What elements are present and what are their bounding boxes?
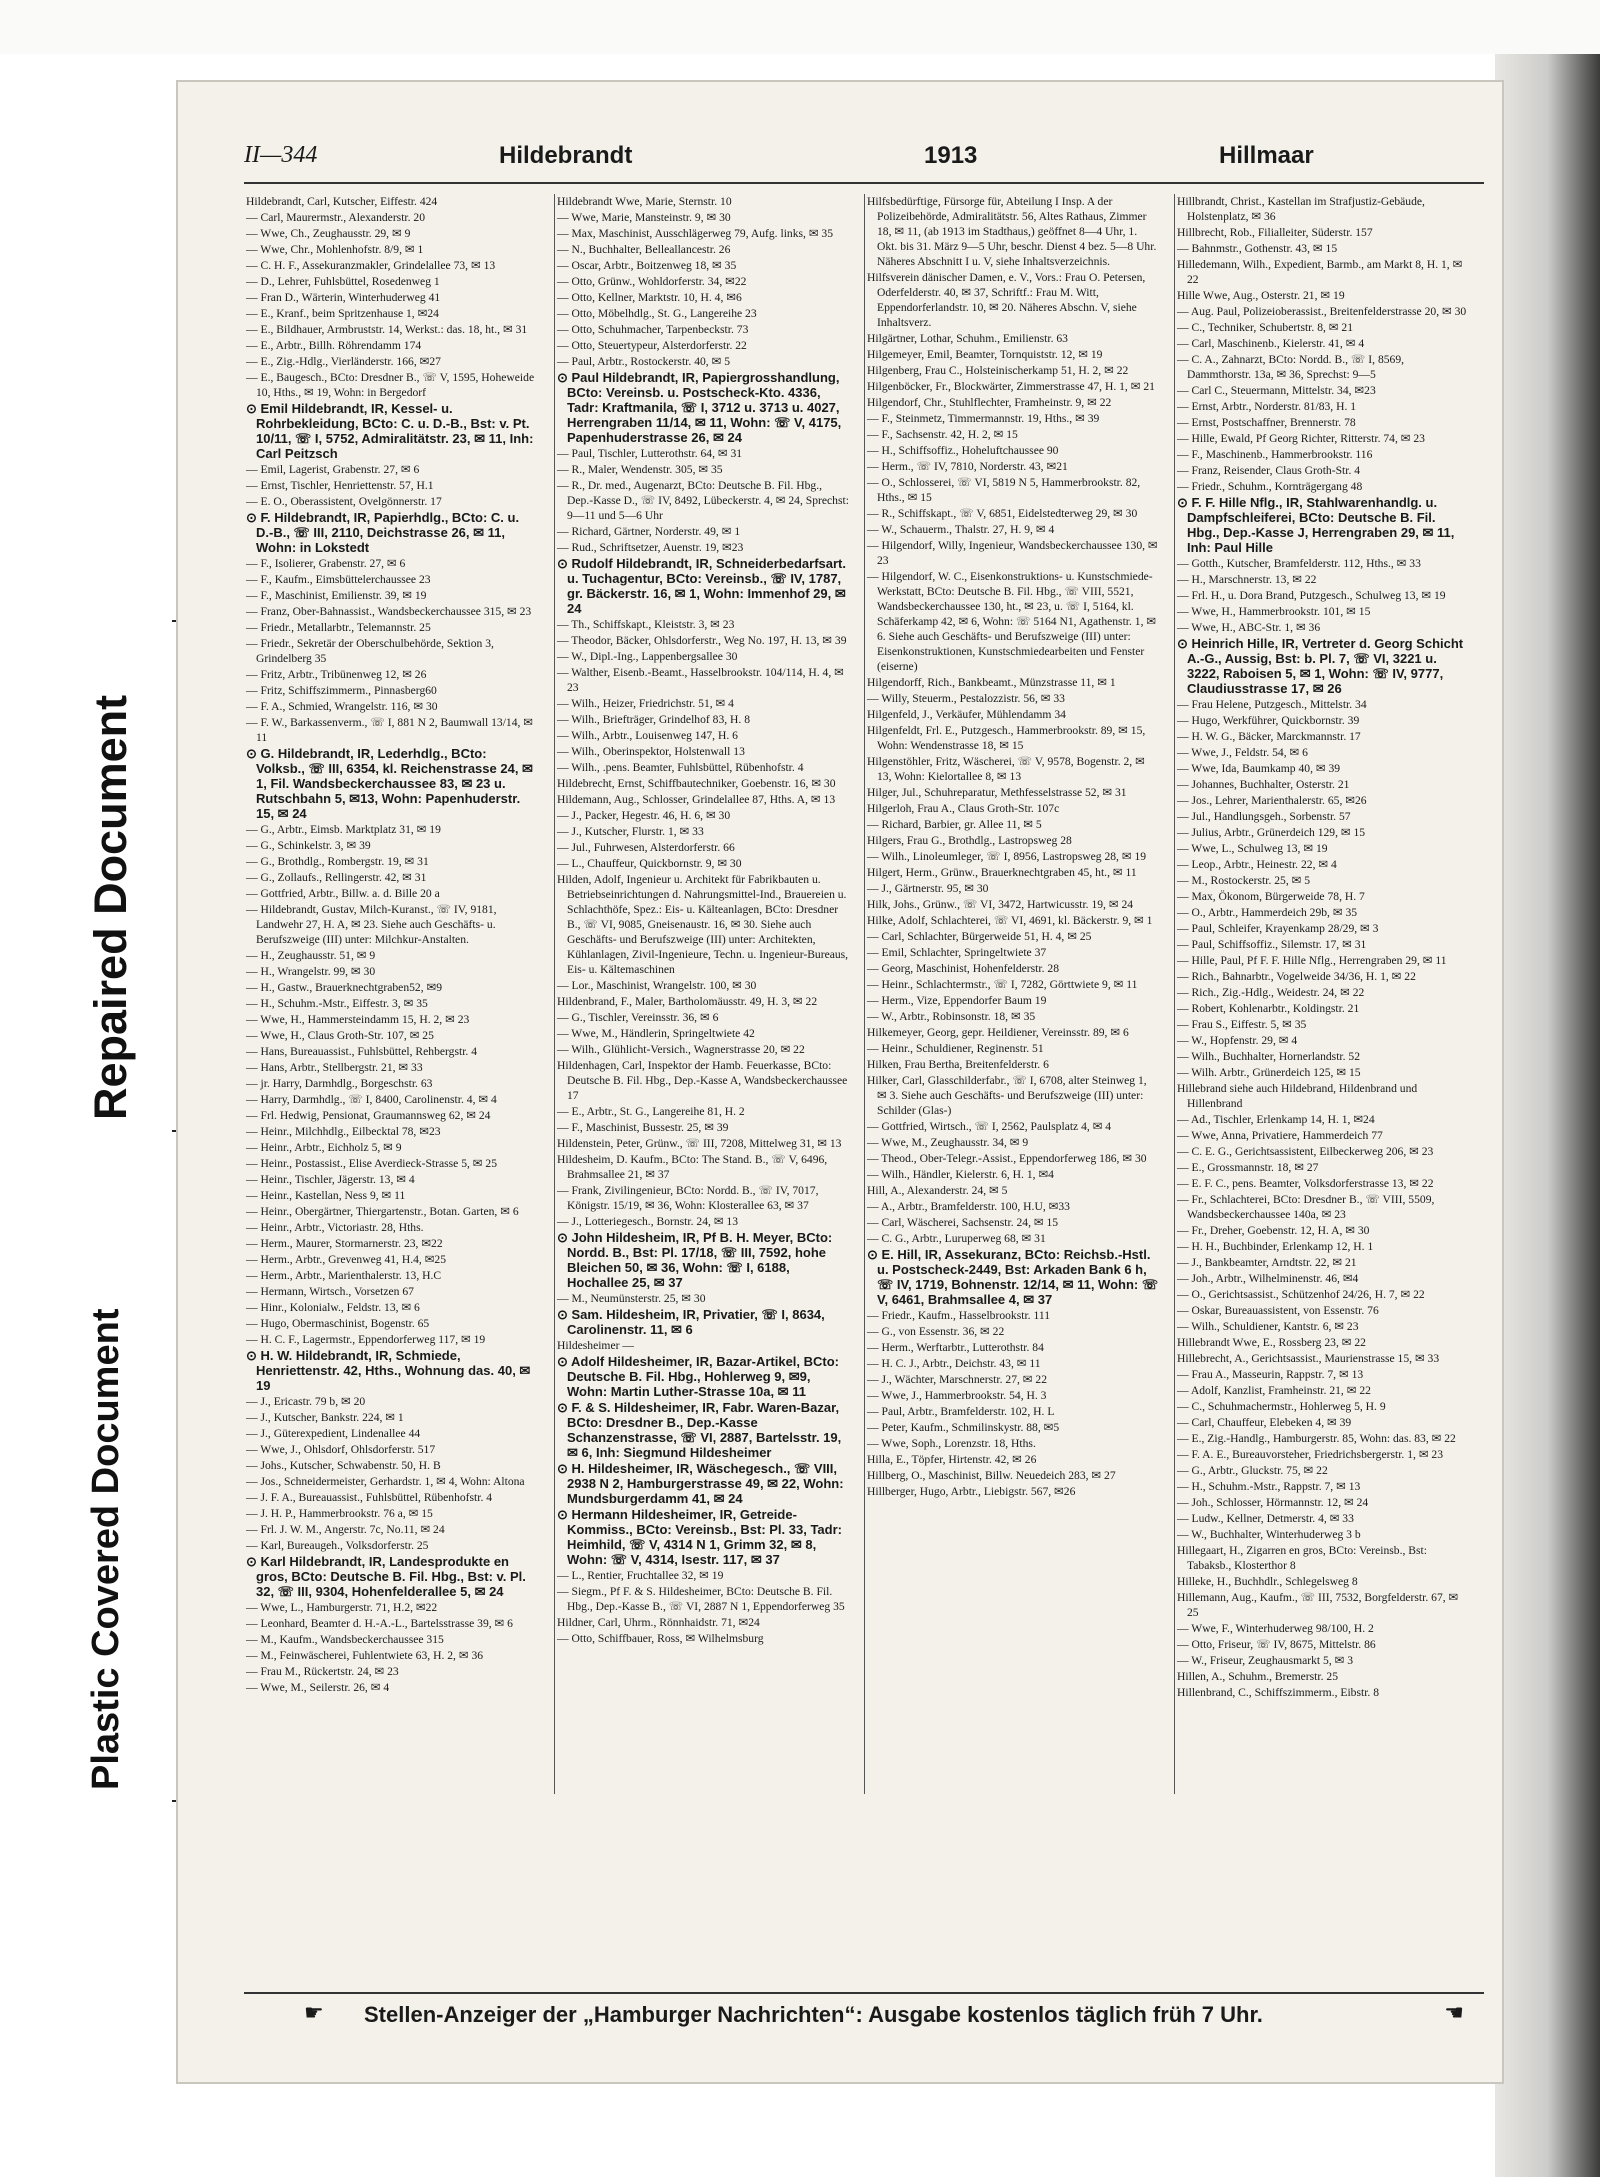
- directory-entry: — C. H. F., Assekuranzmakler, Grindelallee 73, ✉ 13: [246, 259, 496, 272]
- directory-entry: Hilken, Frau Bertha, Breitenfelderstr. 6: [867, 1058, 1049, 1071]
- directory-entry: — Hille, Ewald, Pf Georg Richter, Ritterstr. 74, ✉ 23: [1177, 432, 1425, 445]
- directory-entry: Hillberger, Hugo, Arbtr., Liebigstr. 567, ✉26: [867, 1485, 1076, 1498]
- directory-entry: ⊙ Emil Hildebrandt, IR, Kessel- u. Rohrbekleidung, BCto: C. u. D.-B., Bst: v. Pt. 10/11, ☏ I, 5752, Admiralitätstr. 23, ✉ 11, Inh: Carl Peitzsch: [246, 401, 534, 461]
- directory-entry: — C., Schuhmachermstr., Hohlerweg 5, H. 9: [1177, 1400, 1386, 1413]
- directory-entry: — Joh., Arbtr., Wilhelminenstr. 46, ✉4: [1177, 1272, 1359, 1285]
- directory-entry: Hilfsverein dänischer Damen, e. V., Vors.: Frau O. Petersen, Oderfelderstr. 40, ✉ 37, Schriftf.: Frau M. Witt, Eppendorferlandstr. 10, ✉ 20. Näheres Abschn. V, siehe Inhaltsverz.: [867, 271, 1146, 329]
- directory-entry: — F., Isolierer, Grabenstr. 27, ✉ 6: [246, 557, 406, 570]
- directory-entry: — Wwe, Anna, Privatiere, Hammerdeich 77: [1177, 1129, 1383, 1142]
- directory-entry: — Heinr., Postassist., Elise Averdieck-Strasse 5, ✉ 25: [246, 1157, 498, 1170]
- directory-entry: — Frl. Hedwig, Pensionat, Graumannsweg 62, ✉ 24: [246, 1109, 491, 1122]
- directory-entry: — E., Baugesch., BCto: Dresdner B., ☏ V, 1595, Hoheweide 10, Hths., ✉ 19, Wohn: in Bergedorf: [246, 371, 535, 399]
- directory-entry: — N., Buchhalter, Belleallancestr. 26: [557, 243, 731, 256]
- directory-entry: — jr. Harry, Darmhdlg., Borgeschstr. 63: [246, 1077, 433, 1090]
- directory-entry: — Wilh., Schuldiener, Kantstr. 6, ✉ 23: [1177, 1320, 1359, 1333]
- scan-margin-top: [0, 0, 1600, 54]
- directory-entry: — Wilh., Briefträger, Grindelhof 83, H. 8: [557, 713, 751, 726]
- directory-entry: — R., Dr. med., Augenarzt, BCto: Deutsche B. Fil. Hbg., Dep.-Kasse D., ☏ IV, 8492, Lübeckerstr. 4, ✉ 24, Sprechst: 9—11 und 5—6 Uhr: [557, 479, 849, 522]
- directory-entry: — Robert, Kohlenarbtr., Koldingstr. 21: [1177, 1002, 1360, 1015]
- directory-entry: — L., Rentier, Fruchtallee 32, ✉ 19: [557, 1569, 724, 1582]
- directory-entry: — Wwe, H., ABC-Str. 1, ✉ 36: [1177, 621, 1321, 634]
- directory-entry: — Gottfried, Arbtr., Billw. a. d. Bille 20 a: [246, 887, 440, 900]
- directory-entry: — Hilgendorf, Willy, Ingenieur, Wandsbeckerchaussee 130, ✉ 23: [867, 539, 1158, 567]
- directory-entry: Hille Wwe, Aug., Osterstr. 21, ✉ 19: [1177, 289, 1345, 302]
- directory-entry: — Heinr., Tischler, Jägerstr. 13, ✉ 4: [246, 1173, 415, 1186]
- directory-entry: — Herm., Arbtr., Grevenweg 41, H.4, ✉25: [246, 1253, 447, 1266]
- directory-entry: — Johannes, Buchhalter, Osterstr. 21: [1177, 778, 1350, 791]
- directory-entry: — Ad., Tischler, Erlenkamp 14, H. 1, ✉24: [1177, 1113, 1375, 1126]
- directory-entry: — F. A., Schmied, Wrangelstr. 116, ✉ 30: [246, 700, 438, 713]
- directory-entry: — Carl C., Steuermann, Mittelstr. 34, ✉23: [1177, 384, 1376, 397]
- directory-entry: — Jos., Lehrer, Marienthalerstr. 65, ✉26: [1177, 794, 1367, 807]
- directory-entry: — J., Bankbeamter, Arndtstr. 22, ✉ 21: [1177, 1256, 1357, 1269]
- directory-entry: Hilla, E., Töpfer, Hirtenstr. 42, ✉ 26: [867, 1453, 1037, 1466]
- directory-entry: — Wwe, M., Zeughausstr. 34, ✉ 9: [867, 1136, 1029, 1149]
- directory-entry: — Carl, Wäscherei, Sachsenstr. 24, ✉ 15: [867, 1216, 1059, 1229]
- directory-entry: — Otto, Grünw., Wohldorferstr. 34, ✉22: [557, 275, 747, 288]
- directory-entry: — E., Arbtr., Billh. Röhrendamm 174: [246, 339, 422, 352]
- directory-entry: Hillemann, Aug., Kaufm., ☏ III, 7532, Borgfelderstr. 67, ✉ 25: [1177, 1591, 1459, 1619]
- directory-entry: — Th., Schiffskapt., Kleiststr. 3, ✉ 23: [557, 618, 735, 631]
- directory-entry: — Wwe, H., Hammersteindamm 15, H. 2, ✉ 23: [246, 1013, 470, 1026]
- directory-columns: [244, 194, 1484, 1794]
- directory-entry: — Franz, Reisender, Claus Groth-Str. 4: [1177, 464, 1361, 477]
- directory-entry: — Wwe, H., Hammerbrookstr. 101, ✉ 15: [1177, 605, 1371, 618]
- directory-entry: — Wwe, L., Hamburgerstr. 71, H.2, ✉22: [246, 1601, 438, 1614]
- directory-entry: — Gotth., Kutscher, Bramfelderstr. 112, Hths., ✉ 33: [1177, 557, 1421, 570]
- directory-entry: — H., Zeughausstr. 51, ✉ 9: [246, 949, 376, 962]
- directory-entry: — Hille, Paul, Pf F. F. Hille Nflg., Herrengraben 29, ✉ 11: [1177, 954, 1447, 967]
- directory-entry: — Bahnmstr., Gothenstr. 43, ✉ 15: [1177, 242, 1338, 255]
- directory-entry: — Wwe, J., Hammerbrookstr. 54, H. 3: [867, 1389, 1047, 1402]
- directory-entry: — F., Sachsenstr. 42, H. 2, ✉ 15: [867, 428, 1018, 441]
- directory-entry: — G., Arbtr., Gluckstr. 75, ✉ 22: [1177, 1464, 1328, 1477]
- directory-entry: — Herm., Maurer, Stormarnerstr. 23, ✉22: [246, 1237, 443, 1250]
- directory-column-1: [244, 194, 538, 1794]
- directory-entry: Hilgenstöhler, Fritz, Wäscherei, ☏ V, 9578, Bogenstr. 2, ✉ 13, Wohn: Kielortallee 8, ✉ 13: [867, 755, 1145, 783]
- directory-entry: — Wwe, H., Claus Groth-Str. 107, ✉ 25: [246, 1029, 434, 1042]
- directory-entry: — J., Kutscher, Flurstr. 1, ✉ 33: [557, 825, 704, 838]
- directory-entry: — H., Schiffsoffiz., Hoheluftchaussee 90: [867, 444, 1059, 457]
- directory-entry: — Leonhard, Beamter d. H.-A.-L., Bartelsstrasse 39, ✉ 6: [246, 1617, 513, 1630]
- directory-entry: — G., Zollaufs., Rellingerstr. 42, ✉ 31: [246, 871, 427, 884]
- directory-entry: — Herm., Vize, Eppendorfer Baum 19: [867, 994, 1047, 1007]
- directory-entry: Hillebrecht, A., Gerichtsassist., Maurienstrasse 15, ✉ 33: [1177, 1352, 1440, 1365]
- directory-entry: — Otto, Möbelhdlg., St. G., Langereihe 23: [557, 307, 757, 320]
- directory-entry: — W., Buchhalter, Winterhuderweg 3 b: [1177, 1528, 1361, 1541]
- directory-entry: — Friedr., Metallarbtr., Telemannstr. 25: [246, 621, 431, 634]
- directory-entry: ⊙ Hermann Hildesheimer, IR, Getreide-Kommiss., BCto: Vereinsb., Bst: Pl. 33, Tadr: Heimhild, ☏ V, 4314 N 1, Grimm 32, ✉ 8, Wohn: ☏ V, 4314, Isestr. 117, ✉ 37: [557, 1507, 842, 1567]
- directory-entry: ⊙ F. Hildebrandt, IR, Papierhdlg., BCto: C. u. D.-B., ☏ III, 2110, Deichstrasse 26, ✉ 11, Wohn: in Lokstedt: [246, 510, 520, 555]
- directory-entry: — H., Schuhm.-Mstr., Eiffestr. 3, ✉ 35: [246, 997, 428, 1010]
- directory-entry: Hildenstein, Peter, Grünw., ☏ III, 7208, Mittelweg 31, ✉ 13: [557, 1137, 842, 1150]
- directory-entry: — Johs., Kutscher, Schwabenstr. 50, H. B: [246, 1459, 441, 1472]
- directory-entry: ⊙ Rudolf Hildebrandt, IR, Schneiderbedarfsart. u. Tuchagentur, BCto: Vereinsb., ☏ IV, 1787, gr. Bäckerstr. 16, ✉ 1, Wohn: Immenhof 29, ✉ 24: [557, 556, 846, 616]
- directory-entry: — Heinr., Arbtr., Eichholz 5, ✉ 9: [246, 1141, 402, 1154]
- directory-entry: — Rich., Bahnarbtr., Vogelweide 34/36, H. 1, ✉ 22: [1177, 970, 1416, 983]
- directory-entry: Hilke, Adolf, Schlachterei, ☏ VI, 4691, kl. Bäckerstr. 9, ✉ 1: [867, 914, 1153, 927]
- directory-entry: — Heinr., Kastellan, Ness 9, ✉ 11: [246, 1189, 406, 1202]
- directory-entry: — J., Kutscher, Bankstr. 224, ✉ 1: [246, 1411, 404, 1424]
- directory-entry: — G., Tischler, Vereinsstr. 36, ✉ 6: [557, 1011, 719, 1024]
- directory-entry: — Heinr., Schlachtermstr., ☏ I, 7282, Görttwiete 9, ✉ 11: [867, 978, 1138, 991]
- directory-entry: — Carl, Maurermstr., Alexanderstr. 20: [246, 211, 426, 224]
- directory-entry: Hilledemann, Wilh., Expedient, Barmb., am Markt 8, H. 1, ✉ 22: [1177, 258, 1463, 286]
- directory-entry: — H. C. J., Arbtr., Deichstr. 43, ✉ 11: [867, 1357, 1041, 1370]
- directory-entry: — Fran D., Wärterin, Winterhuderweg 41: [246, 291, 441, 304]
- directory-entry: — Fr., Schlachterei, BCto: Dresdner B., ☏ VIII, 5509, Wandsbeckerchaussee 140a, ✉ 23: [1177, 1193, 1435, 1221]
- footer-advertisement: Stellen-Anzeiger der „Hamburger Nachrichten“: Ausgabe kostenlos täglich früh 7 Uhr.: [364, 2002, 1263, 2027]
- page-header: [244, 142, 1484, 184]
- page-footer: [244, 1992, 1484, 2034]
- directory-entry: — Gottfried, Wirtsch., ☏ I, 2562, Paulsplatz 4, ✉ 4: [867, 1120, 1112, 1133]
- directory-entry: — C. E. G., Gerichtsassistent, Eilbeckerweg 206, ✉ 23: [1177, 1145, 1434, 1158]
- directory-entry: Hillebrand siehe auch Hildebrand, Hildenbrand und Hillenbrand: [1177, 1082, 1418, 1110]
- directory-entry: — Wwe, M., Seilerstr. 26, ✉ 4: [246, 1681, 390, 1694]
- directory-entry: ⊙ G. Hildebrandt, IR, Lederhdlg., BCto: Volksb., ☏ III, 6354, kl. Reichenstrasse 24, ✉ 1, Fil. Wandsbeckerchaussee 83, ✉ 23 u. Rutschbahn 5, ✉13, Wohn: Papenhuderstr. 15, ✉ 24: [246, 746, 533, 821]
- directory-entry: Hilgenböcker, Fr., Blockwärter, Zimmerstrasse 47, H. 1, ✉ 21: [867, 380, 1155, 393]
- directory-entry: Hillenbrand, C., Schiffszimmerm., Eibstr. 8: [1177, 1686, 1380, 1699]
- directory-entry: — Paul, Arbtr., Bramfelderstr. 102, H. L: [867, 1405, 1055, 1418]
- directory-entry: — Wwe, M., Händlerin, Springeltwiete 42: [557, 1027, 755, 1040]
- directory-entry: — Frl. J. W. M., Angerstr. 7c, No.11, ✉ 24: [246, 1523, 445, 1536]
- directory-entry: — Paul, Schleifer, Krayenkamp 28/29, ✉ 3: [1177, 922, 1379, 935]
- directory-entry: — Wilh., Glühlicht-Versich., Wagnerstrasse 20, ✉ 22: [557, 1043, 805, 1056]
- directory-entry: — J., Lotteriegesch., Bornstr. 24, ✉ 13: [557, 1215, 739, 1228]
- directory-entry: — Ernst, Arbtr., Norderstr. 81/83, H. 1: [1177, 400, 1357, 413]
- directory-entry: — H. C. F., Lagermstr., Eppendorferweg 117, ✉ 19: [246, 1333, 486, 1346]
- directory-entry: — Wilh., Oberinspektor, Holstenwall 13: [557, 745, 745, 758]
- directory-entry: — J., Wächter, Marschnerstr. 27, ✉ 22: [867, 1373, 1048, 1386]
- directory-entry: — F., Steinmetz, Timmermannstr. 19, Hths., ✉ 39: [867, 412, 1100, 425]
- directory-entry: — H. H., Buchbinder, Erlenkamp 12, H. 1: [1177, 1240, 1374, 1253]
- pointing-hand-icon: ☛: [304, 2000, 324, 2025]
- directory-entry: Hillberg, O., Maschinist, Billw. Neuedeich 283, ✉ 27: [867, 1469, 1116, 1482]
- repaired-document-label: Repaired Document: [85, 694, 136, 1120]
- directory-entry: — Leop., Arbtr., Heinestr. 22, ✉ 4: [1177, 858, 1337, 871]
- page-number: II—344: [244, 142, 318, 168]
- directory-entry: — H., Schuhm.-Mstr., Rappstr. 7, ✉ 13: [1177, 1480, 1361, 1493]
- directory-entry: — Oskar, Bureauassistent, von Essenstr. 76: [1177, 1304, 1379, 1317]
- directory-entry: Hilgenfeldt, Frl. E., Putzgesch., Hammerbrookstr. 89, ✉ 15, Wohn: Wendenstrasse 18, ✉ 15: [867, 724, 1146, 752]
- directory-entry: — F., Maschinenb., Hammerbrookstr. 116: [1177, 448, 1373, 461]
- directory-entry: — M., Feinwäscherei, Fuhlentwiete 63, H. 2, ✉ 36: [246, 1649, 484, 1662]
- directory-entry: — Otto, Schiffbauer, Ross, ✉ Wilhelmsburg: [557, 1632, 764, 1645]
- directory-entry: Hilgenberg, Frau C., Holsteinischerkamp 51, H. 2, ✉ 22: [867, 364, 1129, 377]
- directory-entry: — Frl. H., u. Dora Brand, Putzgesch., Schulweg 13, ✉ 19: [1177, 589, 1446, 602]
- directory-entry: — J. F. A., Bureauassist., Fuhlsbüttel, Rübenhofstr. 4: [246, 1491, 493, 1504]
- directory-entry: — Otto, Steuertypeur, Alsterdorferstr. 22: [557, 339, 747, 352]
- directory-entry: — Herm., Werftarbtr., Lutterothstr. 84: [867, 1341, 1044, 1354]
- directory-entry: — C. G., Arbtr., Luruperweg 68, ✉ 31: [867, 1232, 1046, 1245]
- directory-entry: — W., Schauerm., Thalstr. 27, H. 9, ✉ 4: [867, 523, 1055, 536]
- directory-entry: — Emil, Schlachter, Springeltwiete 37: [867, 946, 1047, 959]
- directory-entry: — Emil, Lagerist, Grabenstr. 27, ✉ 6: [246, 463, 420, 476]
- directory-entry: — Theodor, Bäcker, Ohlsdorferstr., Weg No. 197, H. 13, ✉ 39: [557, 634, 847, 647]
- directory-entry: — Lor., Maschinist, Wrangelstr. 100, ✉ 30: [557, 979, 757, 992]
- directory-entry: — Wwe, J., Ohlsdorf, Ohlsdorferstr. 517: [246, 1443, 436, 1456]
- directory-entry: — Frau A., Masseurin, Rappstr. 7, ✉ 13: [1177, 1368, 1364, 1381]
- directory-entry: Hilgendorf, Chr., Stuhlflechter, Framheinstr. 9, ✉ 22: [867, 396, 1112, 409]
- directory-entry: Hilgenfeld, J., Verkäufer, Mühlendamm 34: [867, 708, 1066, 721]
- directory-entry: Hildebrecht, Ernst, Schiffbautechniker, Goebenstr. 16, ✉ 30: [557, 777, 836, 790]
- directory-entry: — Jul., Fuhrwesen, Alsterdorferstr. 66: [557, 841, 735, 854]
- directory-entry: Hilgert, Herm., Grünw., Brauerknechtgraben 45, ht., ✉ 11: [867, 866, 1137, 879]
- header-left-keyword: Hildebrandt: [499, 142, 633, 169]
- directory-entry: — Hans, Arbtr., Stellbergstr. 21, ✉ 33: [246, 1061, 423, 1074]
- directory-entry: — Wwe, F., Winterhuderweg 98/100, H. 2: [1177, 1622, 1374, 1635]
- directory-entry: — R., Maler, Wendenstr. 305, ✉ 35: [557, 463, 723, 476]
- directory-entry: — Friedr., Sekretär der Oberschulbehörde, Sektion 3, Grindelberg 35: [246, 637, 494, 665]
- directory-entry: ⊙ E. Hill, IR, Assekuranz, BCto: Reichsb.-Hstl. u. Postscheck-2449, Bst: Arkaden Bank 6 h, ☏ IV, 1719, Bohnenstr. 12/14, ✉ 11, Wohn: ☏ V, 6461, Brahmsallee 4, ✉ 37: [867, 1247, 1159, 1307]
- directory-entry: — G., Brothdlg., Rombergstr. 19, ✉ 31: [246, 855, 429, 868]
- directory-entry: Hillbrecht, Rob., Filialleiter, Süderstr. 157: [1177, 226, 1373, 239]
- directory-entry: — Willy, Steuerm., Pestalozzistr. 56, ✉ 33: [867, 692, 1065, 705]
- directory-entry: — Georg, Maschinist, Hohenfelderstr. 28: [867, 962, 1060, 975]
- directory-entry: — Otto, Friseur, ☏ IV, 8675, Mittelstr. 86: [1177, 1638, 1376, 1651]
- directory-entry: ⊙ F. F. Hille Nflg., IR, Stahlwarenhandlg. u. Dampfschleiferei, BCto: Deutsche B. Fil. Hbg., Dep.-Kasse J, Herrengraben 29, ✉ 11, Inh: Paul Hille: [1177, 495, 1455, 555]
- directory-entry: ⊙ Sam. Hildesheim, IR, Privatier, ☏ I, 8634, Carolinenstr. 11, ✉ 6: [557, 1307, 825, 1337]
- directory-column-3: [864, 194, 1159, 1794]
- directory-entry: — Heinr., Obergärtner, Thiergartenstr., Botan. Garten, ✉ 6: [246, 1205, 519, 1218]
- directory-entry: — Frau Helene, Putzgesch., Mittelstr. 34: [1177, 698, 1367, 711]
- directory-entry: ⊙ Heinrich Hille, IR, Vertreter d. Georg Schicht A.-G., Aussig, Bst: b. Pl. 7, ☏ VI, 3221 u. 3222, Raboisen 5, ✉ 1, Wohn: ☏ IV, 9777, Claudiusstrasse 17, ✉ 26: [1177, 636, 1464, 696]
- directory-entry: — Wilh., Linoleumleger, ☏ I, 8956, Lastropsweg 28, ✉ 19: [867, 850, 1147, 863]
- directory-entry: — Hermann, Wirtsch., Vorsetzen 67: [246, 1285, 414, 1298]
- document-page: [176, 80, 1504, 2084]
- directory-entry: — E. F. C., pens. Beamter, Volksdorferstrasse 13, ✉ 22: [1177, 1177, 1434, 1190]
- directory-entry: — Harry, Darmhdlg., ☏ I, 8400, Carolinenstr. 4, ✉ 4: [246, 1093, 497, 1106]
- plastic-covered-document-label: Plastic Covered Document: [85, 1308, 127, 1790]
- directory-entry: — Julius, Arbtr., Grünerdeich 129, ✉ 15: [1177, 826, 1366, 839]
- directory-entry: — Fritz, Arbtr., Tribünenweg 12, ✉ 26: [246, 668, 427, 681]
- directory-entry: — Otto, Kellner, Marktstr. 10, H. 4, ✉6: [557, 291, 742, 304]
- directory-entry: — H., Marschnerstr. 13, ✉ 22: [1177, 573, 1317, 586]
- directory-entry: — E., Arbtr., St. G., Langereihe 81, H. 2: [557, 1105, 745, 1118]
- directory-entry: — Wilh., Heizer, Friedrichstr. 51, ✉ 4: [557, 697, 734, 710]
- directory-entry: — F., Kaufm., Eimsbüttelerchaussee 23: [246, 573, 431, 586]
- directory-entry: — Frau M., Rückertstr. 24, ✉ 23: [246, 1665, 399, 1678]
- directory-entry: ⊙ F. & S. Hildesheimer, IR, Fabr. Waren-Bazar, BCto: Dresdner B., Dep.-Kasse Schanzenstrasse, ☏ VI, 2887, Bartelsstr. 19, ✉ 6, Inh: Siegmund Hildesheimer: [557, 1400, 842, 1460]
- directory-entry: — Hugo, Werkführer, Quickbornstr. 39: [1177, 714, 1360, 727]
- directory-entry: Hilgers, Frau G., Brothdlg., Lastropsweg 28: [867, 834, 1072, 847]
- directory-entry: — Jos., Schneidermeister, Gerhardstr. 1, ✉ 4, Wohn: Altona: [246, 1475, 525, 1488]
- directory-entry: — Max, Ökonom, Bürgerweide 78, H. 7: [1177, 890, 1365, 903]
- directory-entry: ⊙ H. W. Hildebrandt, IR, Schmiede, Henriettenstr. 42, Hths., Wohnung das. 40, ✉ 19: [246, 1348, 531, 1393]
- directory-entry: — Hilgendorf, W. C., Eisenkonstruktions- u. Kunstschmiede-Werkstatt, BCto: Deutsche B. Fil. Hbg., ☏ VIII, 5521, Wandsbeckerchaussee 130, ht., ✉ 23, u. ☏ I, 5164, kl. Schäferkamp 42, ✉ 6, Wohn: ☏ 5164 N1, Agathenstr. 1, ✉ 6. Siehe auch Geschäfts- und Berufszweige (III) unter: Eisenkonstruktionen, Kunstschmiedearbeiten und Fenster (eiserne): [867, 570, 1157, 673]
- directory-entry: — F. W., Barkassenverm., ☏ I, 881 N 2, Baumwall 13/14, ✉ 11: [246, 716, 534, 744]
- directory-entry: — Hugo, Obermaschinist, Bogenstr. 65: [246, 1317, 430, 1330]
- directory-entry: ⊙ H. Hildesheimer, IR, Wäschegesch., ☏ VIII, 2938 N 2, Hamburgerstrasse 49, ✉ 22, Wohn: Mundsburgerdamm 41, ✉ 24: [557, 1461, 844, 1506]
- directory-entry: — Carl, Schlachter, Bürgerweide 51, H. 4, ✉ 25: [867, 930, 1092, 943]
- directory-entry: — Herm., Arbtr., Marienthalerstr. 13, H.C: [246, 1269, 442, 1282]
- directory-entry: — Wilh., Arbtr., Louisenweg 147, H. 6: [557, 729, 738, 742]
- directory-entry: — Wilh., Händler, Kielerstr. 6, H. 1, ✉4: [867, 1168, 1054, 1181]
- directory-entry: — Rud., Schriftsetzer, Auenstr. 19, ✉23: [557, 541, 744, 554]
- directory-entry: — J. H. P., Hammerbrookstr. 76 a, ✉ 15: [246, 1507, 433, 1520]
- directory-entry: — Adolf, Kanzlist, Framheinstr. 21, ✉ 22: [1177, 1384, 1371, 1397]
- header-right-keyword: Hillmaar: [1219, 142, 1314, 169]
- directory-entry: — Joh., Schlosser, Hörmannstr. 12, ✉ 24: [1177, 1496, 1369, 1509]
- directory-entry: — Otto, Schuhmacher, Tarpenbeckstr. 73: [557, 323, 749, 336]
- directory-entry: — Carl, Chauffeur, Elebeken 4, ✉ 39: [1177, 1416, 1352, 1429]
- directory-entry: — F., Maschinist, Bussestr. 25, ✉ 39: [557, 1121, 729, 1134]
- directory-entry: — Siegm., Pf F. & S. Hildesheimer, BCto: Deutsche B. Fil. Hbg., Dep.-Kasse B., ☏ VI, 2887 N 1, Eppendorferweg 35: [557, 1585, 845, 1613]
- directory-entry: — Oscar, Arbtr., Boitzenweg 18, ✉ 35: [557, 259, 737, 272]
- directory-entry: — E., Zig.-Handlg., Hamburgerstr. 85, Wohn: das. 83, ✉ 22: [1177, 1432, 1456, 1445]
- directory-entry: — Theod., Ober-Telegr.-Assist., Eppendorferweg 186, ✉ 30: [867, 1152, 1147, 1165]
- directory-entry: Hildebrandt Wwe, Marie, Sternstr. 10: [557, 195, 732, 208]
- directory-entry: — Wwe, Marie, Mansteinstr. 9, ✉ 30: [557, 211, 731, 224]
- directory-entry: — O., Gerichtsassist., Schützenhof 24/26, H. 7, ✉ 22: [1177, 1288, 1425, 1301]
- directory-entry: Hilgärtner, Lothar, Schuhm., Emilienstr. 63: [867, 332, 1068, 345]
- directory-entry: — Franz, Ober-Bahnassist., Wandsbeckerchaussee 315, ✉ 23: [246, 605, 532, 618]
- directory-entry: Hilkemeyer, Georg, gepr. Heildiener, Vereinsstr. 89, ✉ 6: [867, 1026, 1129, 1039]
- directory-entry: — Peter, Kaufm., Schmilinskystr. 88, ✉5: [867, 1421, 1060, 1434]
- directory-entry: — Friedr., Kaufm., Hasselbrookstr. 111: [867, 1309, 1051, 1322]
- directory-entry: Hillegaart, H., Zigarren en gros, BCto: Vereinsb., Bst: Tabaksb., Klosterthor 8: [1177, 1544, 1427, 1572]
- scan-margin-right: [1495, 54, 1600, 2177]
- directory-entry: Hillbrandt, Christ., Kastellan im Strafjustiz-Gebäude, Holstenplatz, ✉ 36: [1177, 195, 1425, 223]
- directory-entry: — Wwe, L., Schulweg 13, ✉ 19: [1177, 842, 1328, 855]
- directory-entry: — J., Ericastr. 79 b, ✉ 20: [246, 1395, 366, 1408]
- directory-entry: — E., Grossmannstr. 18, ✉ 27: [1177, 1161, 1319, 1174]
- directory-column-2: [554, 194, 849, 1794]
- directory-entry: — Richard, Gärtner, Norderstr. 49, ✉ 1: [557, 525, 741, 538]
- directory-entry: — C. A., Zahnarzt, BCto: Nordd. B., ☏ I, 8569, Dammthorstr. 13a, ✉ 36, Sprechst: 9—5: [1177, 353, 1405, 381]
- directory-entry: — D., Lehrer, Fuhlsbüttel, Rosedenweg 1: [246, 275, 440, 288]
- directory-entry: Hill, A., Alexanderstr. 24, ✉ 5: [867, 1184, 1008, 1197]
- directory-entry: — Wilh. Arbtr., Grünerdeich 125, ✉ 15: [1177, 1066, 1361, 1079]
- directory-entry: — W., Arbtr., Robinsonstr. 18, ✉ 35: [867, 1010, 1036, 1023]
- directory-entry: — Wilh., Buchhalter, Hornerlandstr. 52: [1177, 1050, 1361, 1063]
- directory-entry: — H., Gastw., Brauerknechtgraben52, ✉9: [246, 981, 443, 994]
- directory-entry: — E., Bildhauer, Armbruststr. 14, Werkst.: das. 18, ht., ✉ 31: [246, 323, 528, 336]
- directory-entry: — R., Schiffskapt., ☏ V, 6851, Eidelstedterweg 29, ✉ 30: [867, 507, 1138, 520]
- directory-entry: — Frank, Zivilingenieur, BCto: Nordd. B., ☏ IV, 7017, Königstr. 15/19, ✉ 36, Wohn: Klosterallee 63, ✉ 37: [557, 1184, 819, 1212]
- directory-entry: — G., Schinkelstr. 3, ✉ 39: [246, 839, 371, 852]
- directory-entry: Hildenhagen, Carl, Inspektor der Hamb. Feuerkasse, BCto: Deutsche B. Fil. Hbg., Dep.-Kasse A, Wandsbeckerchaussee 17: [557, 1059, 848, 1102]
- directory-column-4: [1174, 194, 1469, 1794]
- directory-entry: ⊙ Karl Hildebrandt, IR, Landesprodukte en gros, BCto: Deutsche B. Fil. Hbg., Bst: v. Pl. 32, ☏ III, 9304, Hohenfelderallee 5, ✉ 24: [246, 1554, 526, 1599]
- directory-entry: — H., Wrangelstr. 99, ✉ 30: [246, 965, 376, 978]
- directory-entry: ⊙ Paul Hildebrandt, IR, Papiergrosshandlung, BCto: Vereinsb. u. Postscheck-Kto. 4336, Tadr: Kraftmanila, ☏ I, 3712 u. 3713 u. 4027, Herrengraben 11/14, ✉ 11, Wohn: ☏ V, 4175, Papenhuderstrasse 26, ✉ 24: [557, 370, 842, 445]
- directory-entry: — W., Dipl.-Ing., Lappenbergsallee 30: [557, 650, 738, 663]
- directory-entry: — Ernst, Tischler, Henriettenstr. 57, H.1: [246, 479, 434, 492]
- directory-entry: — Aug. Paul, Polizeioberassist., Breitenfelderstrasse 20, ✉ 30: [1177, 305, 1467, 318]
- directory-entry: — Ernst, Postschaffner, Brennerstr. 78: [1177, 416, 1356, 429]
- directory-entry: Hilden, Adolf, Ingenieur u. Architekt für Fabrikbauten u. Betriebseinrichtungen d. Nahrungsmittel-Ind., Brauereien u. Schlachthöfe, Spez.: Eis- u. Kälteanlagen, BCto: Dresdner B., ☏ VI, 9085, Gneisenaustr. 16, ✉ 30. Siehe auch Geschäfts- und Berufszweige (III) unter: Architekten, Kühlanlagen, Zivil-Ingenieure, Techn. u. Ingenieur-Bureaus, Eis- u. Kältemaschinen: [557, 873, 849, 976]
- directory-entry: — G., von Essenstr. 36, ✉ 22: [867, 1325, 1005, 1338]
- directory-entry: — M., Neumünsterstr. 25, ✉ 30: [557, 1292, 706, 1305]
- directory-entry: — Max, Maschinist, Ausschlägerweg 79, Aufg. links, ✉ 35: [557, 227, 834, 240]
- directory-entry: — L., Chauffeur, Quickbornstr. 9, ✉ 30: [557, 857, 742, 870]
- directory-entry: — Heinr., Schuldiener, Reginenstr. 51: [867, 1042, 1044, 1055]
- directory-entry: — Wwe, Soph., Lorenzstr. 18, Hths.: [867, 1437, 1036, 1450]
- directory-entry: — J., Gärtnerstr. 95, ✉ 30: [867, 882, 989, 895]
- directory-entry: — Hildebrandt, Gustav, Milch-Kuranst., ☏ IV, 9181, Landwehr 27, H. A, ✉ 23. Siehe auch Geschäfts- u. Berufszweige (III) unter: Milchkur-Anstalten.: [246, 903, 497, 946]
- directory-entry: — Herm., ☏ IV, 7810, Norderstr. 43, ✉21: [867, 460, 1068, 473]
- directory-entry: — W., Friseur, Zeughausmarkt 5, ✉ 3: [1177, 1654, 1354, 1667]
- directory-entry: Hillebrandt Wwe, E., Rossberg 23, ✉ 22: [1177, 1336, 1366, 1349]
- directory-entry: — Jul., Handlungsgeh., Sorbenstr. 57: [1177, 810, 1351, 823]
- directory-entry: ⊙ John Hildesheim, IR, Pf B. H. Meyer, BCto: Nordd. B., Bst: Pl. 17/18, ☏ III, 7592, hohe Bleichen 50, ✉ 36, Wohn: ☏ I, 6188, Hochallee 25, ✉ 37: [557, 1230, 833, 1290]
- directory-entry: — E. O., Oberassistent, Ovelgönnerstr. 17: [246, 495, 442, 508]
- directory-entry: — J., Güterexpedient, Lindenallee 44: [246, 1427, 421, 1440]
- directory-entry: — Heinr., Milchhdlg., Eilbecktal 78, ✉23: [246, 1125, 441, 1138]
- directory-entry: Hilgemeyer, Emil, Beamter, Tornquiststr. 12, ✉ 19: [867, 348, 1103, 361]
- directory-entry: — C., Techniker, Schubertstr. 8, ✉ 21: [1177, 321, 1353, 334]
- directory-entry: — Paul, Arbtr., Rostockerstr. 40, ✉ 5: [557, 355, 730, 368]
- directory-entry: — Hans, Bureauassist., Fuhlsbüttel, Rehbergstr. 4: [246, 1045, 478, 1058]
- directory-entry: Hilk, Johs., Grünw., ☏ VI, 3472, Hartwicusstr. 19, ✉ 24: [867, 898, 1134, 911]
- directory-entry: Hildner, Carl, Uhrm., Rönnhaidstr. 71, ✉24: [557, 1616, 760, 1629]
- directory-entry: — M., Rostockerstr. 25, ✉ 5: [1177, 874, 1311, 887]
- directory-entry: — Wwe, Chr., Mohlenhofstr. 8/9, ✉ 1: [246, 243, 424, 256]
- side-label-strip: [0, 0, 170, 2177]
- directory-entry: Hilker, Carl, Glasschilderfabr., ☏ I, 6708, alter Steinweg 1, ✉ 3. Siehe auch Geschäfts- und Berufszweige (III) unter: Schilder (Glas-): [867, 1074, 1147, 1117]
- directory-entry: — A., Arbtr., Bramfelderstr. 100, H.U, ✉33: [867, 1200, 1070, 1213]
- directory-entry: Hildesheimer —: [557, 1339, 634, 1352]
- pointing-hand-icon: ☚: [1444, 2000, 1464, 2025]
- directory-entry: — E., Zig.-Hdlg., Vierländerstr. 166, ✉27: [246, 355, 441, 368]
- directory-entry: — Wwe, J., Feldstr. 54, ✉ 6: [1177, 746, 1308, 759]
- directory-entry: — H. W. G., Bäcker, Marckmannstr. 17: [1177, 730, 1361, 743]
- directory-entry: — W., Hopfenstr. 29, ✉ 4: [1177, 1034, 1298, 1047]
- directory-entry: — Friedr., Schuhm., Kornträgergang 48: [1177, 480, 1363, 493]
- directory-entry: Hildesheim, D. Kaufm., BCto: The Stand. B., ☏ V, 6496, Brahmsallee 21, ✉ 37: [557, 1153, 828, 1181]
- directory-entry: — F., Maschinist, Emilienstr. 39, ✉ 19: [246, 589, 427, 602]
- directory-entry: — E., Kranf., beim Spritzenhause 1, ✉24: [246, 307, 439, 320]
- directory-entry: Hilger, Jul., Schuhreparatur, Methfesselstrasse 52, ✉ 31: [867, 786, 1127, 799]
- directory-entry: — J., Packer, Hegestr. 46, H. 6, ✉ 30: [557, 809, 731, 822]
- directory-entry: Hilgerloh, Frau A., Claus Groth-Str. 107c: [867, 802, 1060, 815]
- directory-entry: — Hinr., Kolonialw., Feldstr. 13, ✉ 6: [246, 1301, 420, 1314]
- directory-entry: — Paul, Schiffsoffiz., Silemstr. 17, ✉ 31: [1177, 938, 1367, 951]
- directory-entry: — Paul, Tischler, Lutterothstr. 64, ✉ 31: [557, 447, 743, 460]
- directory-entry: — O., Arbtr., Hammerdeich 29b, ✉ 35: [1177, 906, 1358, 919]
- directory-entry: — Frau S., Eiffestr. 5, ✉ 35: [1177, 1018, 1307, 1031]
- directory-entry: Hilgendorff, Rich., Bankbeamt., Münzstrasse 11, ✉ 1: [867, 676, 1116, 689]
- directory-entry: Hildebrandt, Carl, Kutscher, Eiffestr. 424: [246, 195, 438, 208]
- directory-entry: ⊙ Adolf Hildesheimer, IR, Bazar-Artikel, BCto: Deutsche B. Fil. Hbg., Hohlerweg 9, ✉9, Wohn: Martin Luther-Strasse 10a, ✉ 11: [557, 1354, 840, 1399]
- directory-entry: — O., Schlosserei, ☏ VI, 5819 N 5, Hammerbrookstr. 82, Hths., ✉ 15: [867, 476, 1141, 504]
- directory-entry: Hildemann, Aug., Schlosser, Grindelallee 87, Hths. A, ✉ 13: [557, 793, 836, 806]
- directory-entry: — Carl, Maschinenb., Kielerstr. 41, ✉ 4: [1177, 337, 1365, 350]
- directory-entry: — Fr., Dreher, Goebenstr. 12, H. A, ✉ 30: [1177, 1224, 1370, 1237]
- directory-entry: — Ludw., Kellner, Detmerstr. 4, ✉ 33: [1177, 1512, 1354, 1525]
- directory-entry: Hilleke, H., Buchhdlr., Schlegelsweg 8: [1177, 1575, 1358, 1588]
- directory-entry: — F. A. E., Bureauvorsteher, Friedrichsbergerstr. 1, ✉ 23: [1177, 1448, 1444, 1461]
- directory-entry: — Karl, Bureaugeh., Volksdorferstr. 25: [246, 1539, 429, 1552]
- directory-entry: — G., Arbtr., Eimsb. Marktplatz 31, ✉ 19: [246, 823, 441, 836]
- directory-entry: — Walther, Eisenb.-Beamt., Hasselbrookstr. 104/114, H. 4, ✉ 23: [557, 666, 844, 694]
- directory-entry: — Wwe, Ida, Baumkamp 40, ✉ 39: [1177, 762, 1341, 775]
- header-year: 1913: [924, 142, 978, 169]
- directory-entry: — M., Kaufm., Wandsbeckerchaussee 315: [246, 1633, 444, 1646]
- directory-entry: — Heinr., Arbtr., Victoriastr. 28, Hths.: [246, 1221, 424, 1234]
- directory-entry: — Rich., Zig.-Hdlg., Weidestr. 24, ✉ 22: [1177, 986, 1365, 999]
- directory-entry: Hilfsbedürftige, Fürsorge für, Abteilung I Insp. A der Polizeibehörde, Admiralitätstr. 56, Altes Rathaus, Zimmer 18, ✉ 11, (ab 1913 im Stadthaus,) geöffnet 8—4 Uhr, 1. Okt. bis 31. März 9—5 Uhr, beschr. Dienst 4 bez. 5—8 Uhr. Näheres Abschnitt I u. V, siehe Inhaltsverzeichnis.: [867, 195, 1157, 268]
- directory-entry: Hildenbrand, F., Maler, Bartholomäusstr. 49, H. 3, ✉ 22: [557, 995, 818, 1008]
- directory-entry: Hillen, A., Schuhm., Bremerstr. 25: [1177, 1670, 1339, 1683]
- directory-entry: — Richard, Barbier, gr. Allee 11, ✉ 5: [867, 818, 1042, 831]
- directory-entry: — Fritz, Schiffszimmerm., Pinnasberg60: [246, 684, 437, 697]
- directory-entry: — Wwe, Ch., Zeughausstr. 29, ✉ 9: [246, 227, 411, 240]
- directory-entry: — Wilh., .pens. Beamter, Fuhlsbüttel, Rübenhofstr. 4: [557, 761, 804, 774]
